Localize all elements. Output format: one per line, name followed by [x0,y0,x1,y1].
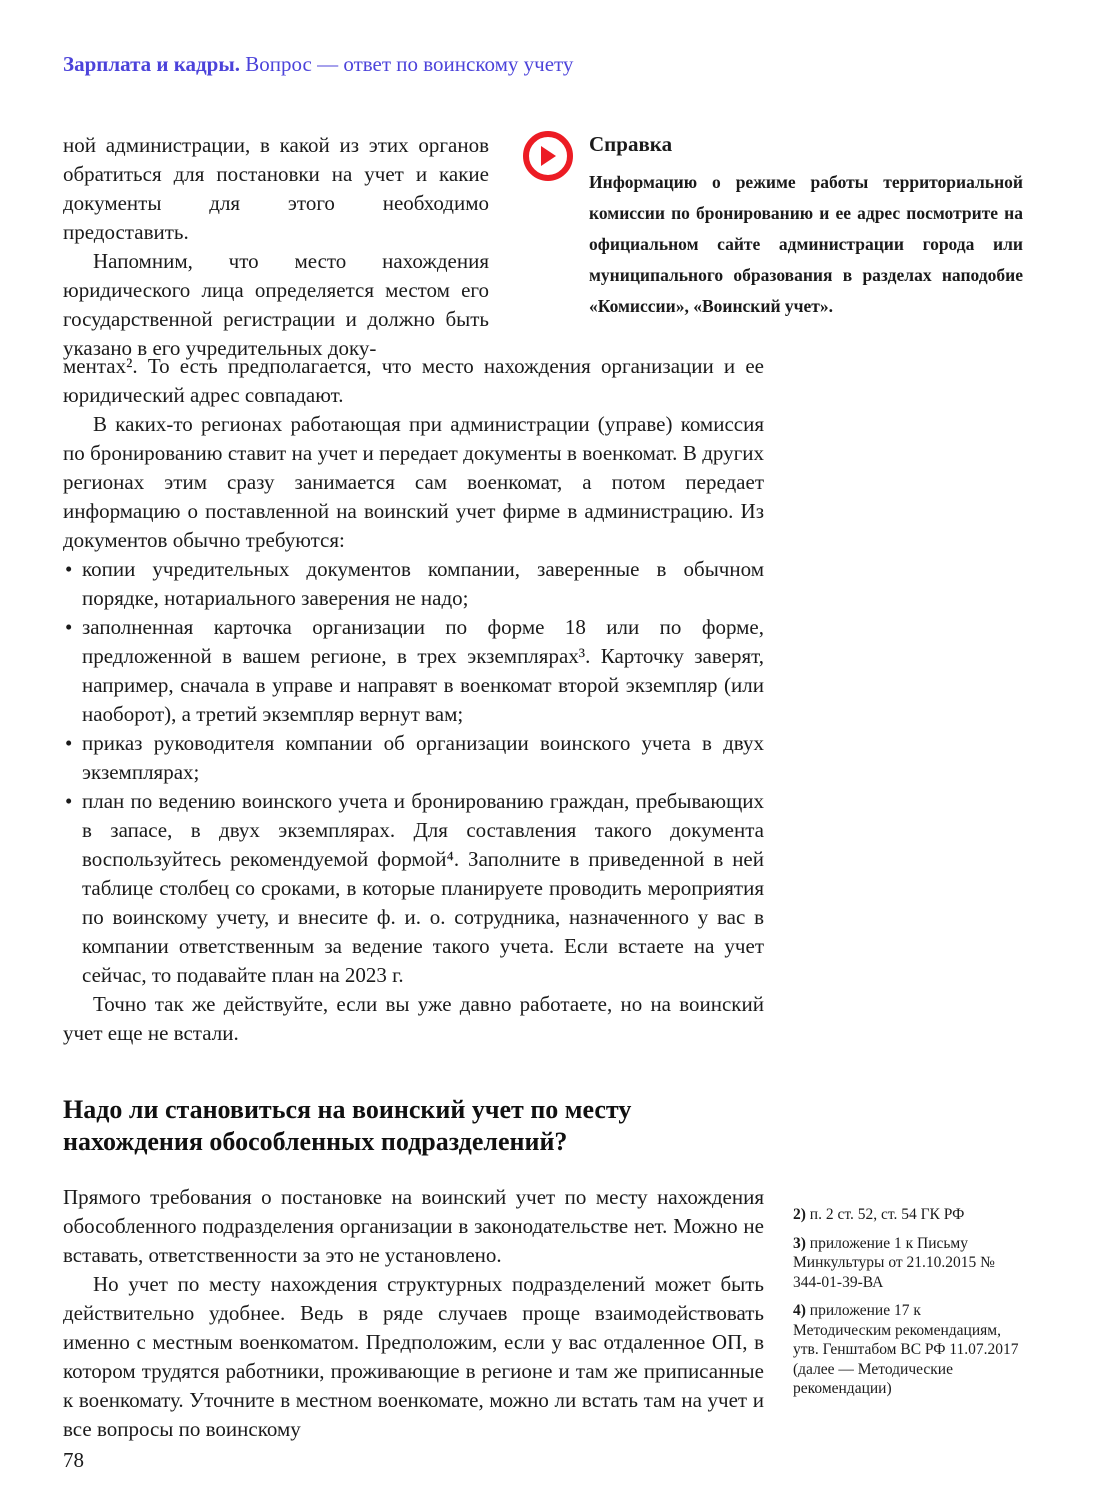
body-paragraph: ментах². То есть предполагается, что место нахождения организации и ее юридический адрес совпадают. [63,354,764,407]
body-paragraph: ной администрации, в какой из этих органов обратиться для постановки на учет и какие документы для этого необходимо предоставить. [63,133,489,244]
main-text-column [63,352,764,1444]
note-callout [523,131,1023,322]
footnote-item [793,1301,1021,1399]
play-triangle-icon [541,146,556,166]
brand-title: Зарплата и кадры. [63,52,241,76]
page-number: 78 [63,1448,84,1472]
question-heading: Надо ли становиться на воинский учет по месту нахождения обособленных подразделений? [63,1095,632,1156]
section-title: Вопрос — ответ по воинскому учету [240,52,574,76]
list-item: • заполненная карточка организации по форме 18 или по форме, предложенной в вашем регионе, в трех экземплярах³. Карточку заверят, например, сначала в управе и направят в военкомат второй экземпляр (или наоборот), а третий экземпляр вернут вам; [63,613,764,729]
document-list [63,555,764,990]
body-paragraph: Но учет по месту нахождения структурных подразделений может быть действительно удобнее. Ведь в ряде случаев проще взаимодействовать именно с местным военкоматом. Предположим, если у вас отдаленное ОП, в котором трудятся работники, проживающие в регионе и там же приписанные к военкомату. Уточните в местном военкомате, можно ли встать там на учет и все вопросы по воинскому [63,1272,764,1441]
footnote-item [793,1234,1021,1293]
body-paragraph: Прямого требования о постановке на воинский учет по месту нахождения обособленного подразделения организации в законодательстве нет. Можно не вставать, ответственности за это не установлено. [63,1185,764,1267]
play-circle-icon [523,131,573,181]
note-title: Справка [589,132,673,156]
footnote-text: приложение 17 к Методическим рекомендациям, утв. Генштабом ВС РФ 11.07.2017 (далее — Методические рекомендации) [793,1302,1019,1397]
list-item: • приказ руководителя компании об организации воинского учета в двух экземплярах; [63,729,764,787]
footnote-number: 2) [793,1206,806,1223]
body-paragraph: В каких-то регионах работающая при администрации (управе) комиссия по бронированию ставит на учет и передает документы в военкомат. В других регионах этим сразу занимается сам военкомат, а потом передает информацию о поставленной на воинский учет фирме в администрацию. Из документов обычно требуются: [63,412,764,552]
body-paragraph: Точно так же действуйте, если вы уже давно работаете, но на воинский учет еще не встали. [63,992,764,1045]
footnotes-column [793,1205,1021,1408]
list-item: • копии учредительных документов компании, заверенные в обычном порядке, нотариального заверения не надо; [63,555,764,613]
note-body: Информацию о режиме работы территориальной комиссии по бронированию и ее адрес посмотрите на официальном сайте администрации города или муниципального образования в разделах наподобие «Комиссии», «Воинский учет». [589,172,1023,316]
list-item: • план по ведению воинского учета и бронированию граждан, пребывающих в запасе, в двух экземплярах. Для составления такого документа воспользуйтесь рекомендуемой формой⁴. Заполните в приведенной в ней таблице столбец со сроками, в которые планируете проводить мероприятия по воинскому учету, и внесите ф. и. о. сотрудника, назначенного у вас в компании ответственным за ведение такого учета. Если встаете на учет сейчас, то подавайте план на 2023 г. [63,787,764,990]
footnote-text: п. 2 ст. 52, ст. 54 ГК РФ [805,1206,965,1223]
footnote-number: 3) [793,1234,806,1252]
footnote-text: приложение 1 к Письму Минкультуры от 21.10.2015 № 344-01-39-ВА [793,1234,995,1291]
footnote-item [793,1205,1021,1225]
body-paragraph: Напомним, что место нахождения юридического лица определяется местом его государственной регистрации и должно быть указано в его учредительных доку- [63,249,489,360]
intro-section [63,131,1023,363]
intro-left-column [63,131,489,363]
note-text-block [589,131,1023,322]
footnote-number: 4) [793,1302,806,1319]
page-header [63,52,573,77]
